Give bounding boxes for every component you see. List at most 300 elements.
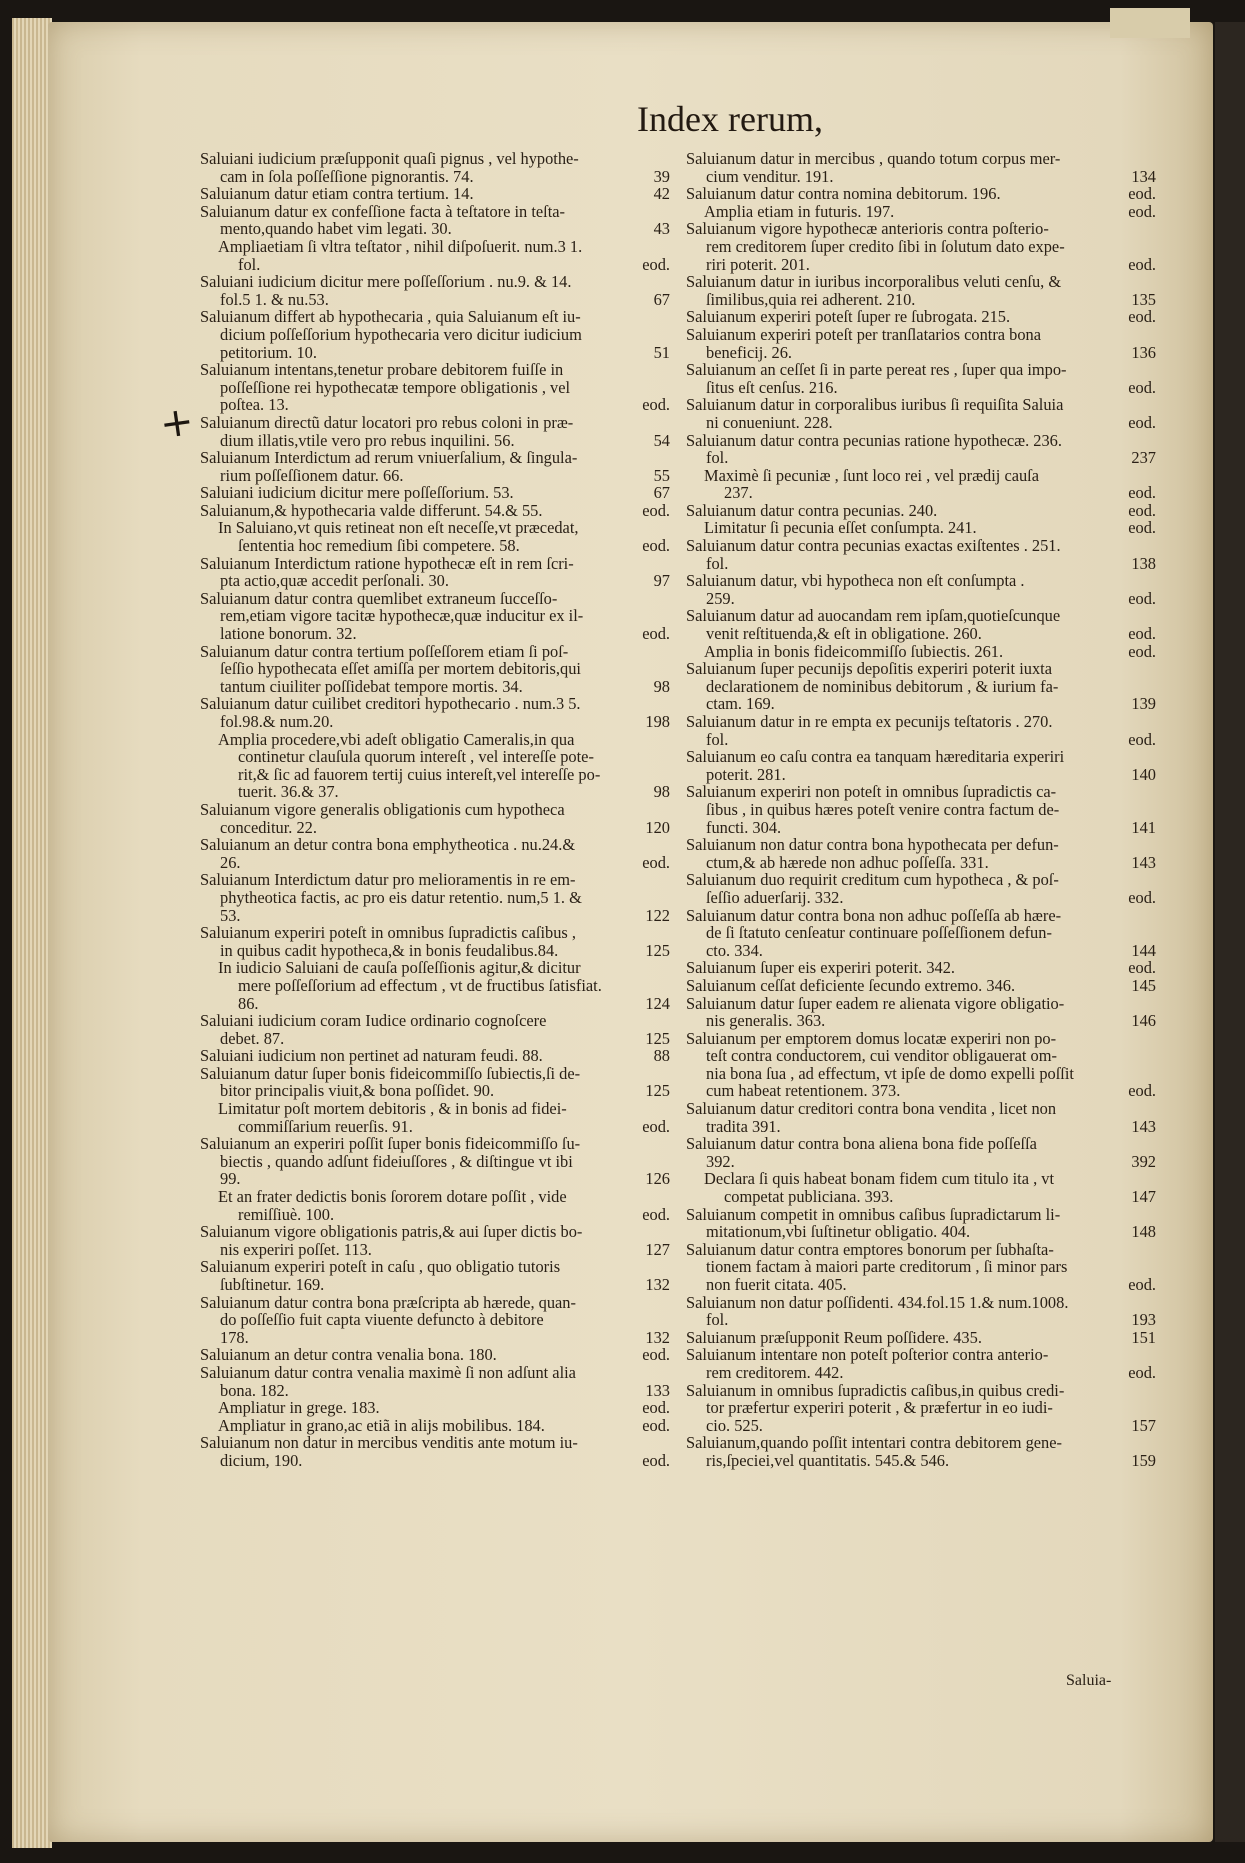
page-reference: eod. bbox=[1128, 1081, 1156, 1101]
index-entry-line: Ampliatur in grano,ac etiã in alijs mobilibus. 184. bbox=[218, 1415, 545, 1435]
index-entry-line: mitationum,vbi ſuſtinetur obligatio. 404. bbox=[706, 1222, 971, 1242]
index-entry bbox=[200, 519, 670, 554]
index-entry bbox=[200, 1065, 670, 1100]
index-entry-line: nis generalis. 363. bbox=[706, 1011, 826, 1031]
page-reference: 146 bbox=[1131, 1011, 1156, 1031]
index-entry-line: beneficij. 26. bbox=[706, 342, 793, 362]
index-entry-line: poſtea. 13. bbox=[220, 395, 289, 415]
page-reference: 144 bbox=[1131, 940, 1156, 960]
index-entry-line: Saluianum datur in re empta ex pecunijs teſtatoris . 270. bbox=[686, 712, 1053, 731]
index-entry-line: Saluianum experiri non poteſt in omnibus ſupradictis ca- bbox=[686, 782, 1057, 802]
index-entry-line: Saluianum vigore generalis obligationis cum hypotheca bbox=[200, 799, 565, 819]
index-entry-line: continetur clauſula quorum intereſt , vel intereſſe pote- bbox=[238, 747, 594, 767]
index-entry bbox=[200, 1012, 670, 1047]
index-entry-line: commiſſarium reuerſis. 91. bbox=[238, 1116, 413, 1136]
index-entry bbox=[686, 537, 1156, 572]
index-entry-line: Ampliatur in grege. 183. bbox=[218, 1398, 380, 1418]
index-entry-line: Saluianum an detur contra bona emphytheotica . nu.24.& bbox=[200, 835, 576, 855]
index-entry-line: cium venditur. 191. bbox=[706, 166, 834, 186]
page-reference: 139 bbox=[1131, 694, 1156, 714]
index-entry-line: Saluianum datur contra pecunias exactas exiſtentes . 251. bbox=[686, 536, 1061, 556]
index-entry bbox=[200, 203, 670, 238]
index-entry-line: Limitatur poſt mortem debitoris , & in bonis ad fidei- bbox=[218, 1099, 567, 1119]
index-entry-line: rium poſſeſſionem datur. 66. bbox=[220, 465, 404, 485]
page-reference: eod. bbox=[1128, 518, 1156, 538]
page-reference: 132 bbox=[645, 1327, 670, 1347]
index-entry-line: ſeſſio aduerſarij. 332. bbox=[706, 887, 844, 907]
index-entry-line: cum habeat retentionem. 373. bbox=[706, 1081, 901, 1101]
page-reference: eod. bbox=[1128, 307, 1156, 327]
index-entry-line: Saluianum differt ab hypothecaria , quia Saluianum eſt iu- bbox=[200, 307, 581, 327]
page-reference: 98 bbox=[653, 782, 670, 802]
index-entry bbox=[686, 326, 1156, 361]
page-tab bbox=[1110, 8, 1190, 38]
index-entry bbox=[200, 414, 670, 449]
index-entry-line: Saluianum in omnibus ſupradictis caſibus,in quibus credi- bbox=[686, 1380, 1065, 1400]
page-reference: 125 bbox=[645, 940, 670, 960]
page-reference: 125 bbox=[645, 1028, 670, 1048]
index-entry-line: Saluianum Interdictum datur pro melioramentis in re em- bbox=[200, 870, 576, 890]
index-entry-line: functi. 304. bbox=[706, 817, 782, 837]
page-reference: eod. bbox=[1128, 887, 1156, 907]
index-entry-line: Saluianum datur ſuper eadem re alienata vigore obligatio- bbox=[686, 993, 1065, 1013]
page-reference: 51 bbox=[653, 342, 670, 362]
index-entry bbox=[200, 185, 670, 203]
index-entry bbox=[686, 273, 1156, 308]
index-entry bbox=[200, 1188, 670, 1223]
page-reference: eod. bbox=[1128, 500, 1156, 520]
index-entry bbox=[200, 238, 670, 273]
index-entry-line: Saluianum non datur poſſidenti. 434.fol.15 1.& num.1008. bbox=[686, 1292, 1069, 1312]
index-entry bbox=[200, 361, 670, 414]
page-reference: eod. bbox=[642, 395, 670, 415]
index-entry-line: Ampliaetiam ſi vltra teſtator , nihil diſpoſuerit. num.3 1. bbox=[218, 236, 583, 256]
index-entry-line: tor præfertur experiri poterit , & præfertur in eo iudi- bbox=[706, 1398, 1053, 1418]
index-entry bbox=[686, 1135, 1156, 1170]
index-entry bbox=[200, 1223, 670, 1258]
index-entry-line: 259. bbox=[706, 588, 735, 608]
page-reference: 135 bbox=[1131, 289, 1156, 309]
index-entry bbox=[200, 555, 670, 590]
index-entry-line: 53. bbox=[220, 905, 241, 925]
index-entry-line: Saluianum non datur in mercibus venditis ante motum iu- bbox=[200, 1433, 578, 1453]
index-entry-line: Declara ſi quis habeat bonam fidem cum titulo ita , vt bbox=[704, 1169, 1055, 1189]
index-column-left bbox=[200, 150, 670, 1470]
index-entry bbox=[686, 977, 1156, 995]
index-entry-line: Saluianum intentare non poteſt poſterior contra anterio- bbox=[686, 1345, 1049, 1365]
index-entry bbox=[200, 731, 670, 801]
index-entry-line: Saluiani iudicium dicitur mere poſſeſſorium . nu.9. & 14. bbox=[200, 272, 572, 292]
index-entry bbox=[686, 220, 1156, 273]
index-entry-line: Saluianum datur contra bona aliena bona fide poſſeſſa bbox=[686, 1134, 1037, 1154]
page-reference: 125 bbox=[645, 1081, 670, 1101]
index-entry bbox=[686, 713, 1156, 748]
index-entry-line: tionem factam à maiori parte creditorum , ſi minor pars bbox=[706, 1257, 1068, 1277]
index-entry-line: Saluianum datur cuilibet creditori hypothecario . num.3 5. bbox=[200, 694, 581, 714]
page-reference: 39 bbox=[653, 166, 670, 186]
index-entry-line: Saluianum ceſſat deficiente ſecundo extremo. 346. bbox=[686, 975, 1016, 995]
index-entry-line: debet. 87. bbox=[220, 1028, 285, 1048]
index-entry-line: Saluianum datur, vbi hypotheca non eſt conſumpta . bbox=[686, 571, 1025, 591]
index-entry-line: remiſſiuè. 100. bbox=[238, 1204, 335, 1224]
page-reference: 138 bbox=[1131, 553, 1156, 573]
index-entry-line: dicium poſſeſſorium hypothecaria vero dicitur iudicium bbox=[220, 324, 582, 344]
index-entry bbox=[686, 1030, 1156, 1100]
index-entry-line: cam in ſola poſſeſſione pignorantis. 74. bbox=[220, 166, 474, 186]
index-entry bbox=[200, 308, 670, 361]
index-entry-line: in quibus cadit hypotheca,& in bonis feudalibus.84. bbox=[220, 940, 559, 960]
index-entry bbox=[200, 801, 670, 836]
index-entry-line: Saluiani iudicium præſupponit quaſi pignus , vel hypothe- bbox=[200, 149, 579, 168]
page-reference: 151 bbox=[1131, 1327, 1156, 1347]
index-entry-line: cio. 525. bbox=[706, 1415, 763, 1435]
index-entry-line: Saluianum experiri poteſt per tranſlatarios contra bona bbox=[686, 324, 1042, 344]
index-entry bbox=[200, 695, 670, 730]
index-entry-line: riri poterit. 201. bbox=[706, 254, 810, 274]
index-entry-line: In iudicio Saluiani de cauſa poſſeſſionis agitur,& dicitur bbox=[218, 958, 581, 978]
index-entry bbox=[686, 660, 1156, 713]
book-edge bbox=[12, 18, 52, 1848]
index-entry bbox=[200, 502, 670, 520]
index-entry-line: mento,quando habet vim legati. 30. bbox=[220, 219, 452, 239]
index-entry-line: nia bona ſua , ad effectum, vt ipſe de domo expelli poſſit bbox=[706, 1063, 1074, 1083]
page-reference: eod. bbox=[642, 624, 670, 644]
index-entry bbox=[200, 1399, 670, 1417]
index-entry bbox=[200, 1100, 670, 1135]
index-entry-line: fol. bbox=[706, 729, 729, 749]
index-entry bbox=[200, 1294, 670, 1347]
index-entry-line: bona. 182. bbox=[220, 1380, 289, 1400]
index-entry-line: cto. 334. bbox=[706, 940, 763, 960]
page-reference: 55 bbox=[653, 465, 670, 485]
index-entry-line: fol.5 1. & nu.53. bbox=[220, 289, 329, 309]
page-reference: eod. bbox=[1128, 201, 1156, 221]
index-entry bbox=[686, 1434, 1156, 1469]
index-entry-line: ſibus , in quibus hæres poteſt venire contra factum de- bbox=[706, 799, 1060, 819]
index-entry bbox=[686, 203, 1156, 221]
index-entry-line: petitorium. 10. bbox=[220, 342, 317, 362]
index-entry bbox=[686, 959, 1156, 977]
index-entry-line: rem creditorem. 442. bbox=[706, 1362, 844, 1382]
index-entry bbox=[686, 467, 1156, 502]
index-entry-line: Saluianum ſuper pecunijs depoſitis experiri poterit iuxta bbox=[686, 659, 1052, 679]
index-entry-line: do poſſeſſio fuit capta viuente defuncto à debitore bbox=[220, 1310, 544, 1330]
index-entry-line: Saluianum datur contra quemlibet extraneum ſucceſſo- bbox=[200, 588, 558, 608]
index-entry-line: Saluianum datur contra pecunias ratione hypothecæ. 236. bbox=[686, 430, 1062, 450]
index-entry bbox=[686, 907, 1156, 960]
page-reference: 127 bbox=[645, 1239, 670, 1259]
index-entry bbox=[686, 1100, 1156, 1135]
page-reference: eod. bbox=[642, 1450, 670, 1470]
index-entry-line: bitor principalis viuit,& bona poſſidet. 90. bbox=[220, 1081, 495, 1101]
index-entry bbox=[686, 1241, 1156, 1294]
index-entry-line: Saluianum an detur contra venalia bona. 180. bbox=[200, 1345, 497, 1365]
page-reference: 143 bbox=[1131, 1116, 1156, 1136]
index-entry bbox=[686, 1170, 1156, 1205]
index-entry-line: ſimilibus,quia rei adherent. 210. bbox=[706, 289, 916, 309]
index-entry-line: rit,& ſic ad fauorem tertij cuius intereſt,vel intereſſe po- bbox=[238, 764, 601, 784]
index-entry-line: poterit. 281. bbox=[706, 764, 786, 784]
index-entry bbox=[686, 396, 1156, 431]
index-entry-line: dium illatis,vtile vero pro rebus inquilini. 56. bbox=[220, 430, 515, 450]
index-entry-line: 26. bbox=[220, 852, 241, 872]
page-reference: eod. bbox=[1128, 412, 1156, 432]
index-entry-line: Saluianum,& hypothecaria valde differunt. 54.& 55. bbox=[200, 500, 543, 520]
index-entry-line: Saluianum Interdictum ratione hypothecæ eſt in rem ſcri- bbox=[200, 553, 574, 573]
index-entry-line: ſeſſio hypothecata eſſet amiſſa per mortem debitoris,qui bbox=[220, 659, 581, 679]
index-entry-line: non fuerit citata. 405. bbox=[706, 1275, 847, 1294]
page-reference: 134 bbox=[1131, 166, 1156, 186]
index-entry-line: Saluianum datur contra venalia maximè ſi non adſunt alia bbox=[200, 1362, 576, 1382]
page-reference: 97 bbox=[653, 571, 670, 591]
index-entry-line: ctam. 169. bbox=[706, 694, 775, 714]
page-reference: 193 bbox=[1131, 1310, 1156, 1330]
page-reference: 67 bbox=[653, 483, 670, 503]
index-entry bbox=[200, 484, 670, 502]
index-entry-line: Saluianum Interdictum ad rerum vniuerſalium, & ſingula- bbox=[200, 448, 578, 468]
index-entry bbox=[686, 185, 1156, 203]
page-reference: eod. bbox=[1128, 1275, 1156, 1294]
index-entry bbox=[200, 1346, 670, 1364]
index-entry-line: Saluianum datur in corporalibus iuribus ſi requiſita Saluia bbox=[686, 395, 1064, 415]
index-entry-line: teſt contra conductorem, cui venditor obligauerat om- bbox=[706, 1046, 1057, 1066]
index-entry-line: Maximè ſi pecuniæ , ſunt loco rei , vel prædij cauſa bbox=[704, 465, 1040, 485]
index-entry-line: Amplia etiam in futuris. 197. bbox=[704, 201, 895, 221]
page-reference: 42 bbox=[653, 184, 670, 204]
page-reference: 124 bbox=[645, 993, 670, 1013]
index-entry bbox=[200, 590, 670, 643]
index-entry bbox=[686, 1346, 1156, 1381]
index-entry bbox=[200, 1434, 670, 1469]
index-entry-line: Saluianum datur ſuper bonis fideicommiſſo ſubiectis,ſi de- bbox=[200, 1063, 581, 1083]
page-reference: 140 bbox=[1131, 764, 1156, 784]
index-entry-line: Saluianum datur ex confeſſione facta à teſtatore in teſta- bbox=[200, 201, 565, 221]
index-entry bbox=[686, 432, 1156, 467]
index-entry-line: Saluianum experiri poteſt ſuper re ſubrogata. 215. bbox=[686, 307, 1011, 327]
index-entry-line: Saluianum ſuper eis experiri poterit. 342. bbox=[686, 958, 956, 978]
page-reference: 198 bbox=[645, 712, 670, 731]
index-entry-line: tradita 391. bbox=[706, 1116, 781, 1136]
index-entry-line: In Saluiano,vt quis retineat non eſt neceſſe,vt præcedat, bbox=[218, 518, 579, 538]
index-entry bbox=[686, 748, 1156, 783]
index-entry-line: Saluiani iudicium coram Iudice ordinario cognoſcere bbox=[200, 1011, 547, 1031]
page-reference: 43 bbox=[653, 219, 670, 239]
index-entry-line: Amplia procedere,vbi adeſt obligatio Cameralis,in qua bbox=[218, 729, 575, 749]
page-reference: 54 bbox=[653, 430, 670, 450]
page-reference: eod. bbox=[1128, 624, 1156, 644]
index-entry-line: Saluianum an experiri poſſit ſuper bonis fideicommiſſo ſu- bbox=[200, 1134, 581, 1154]
page-reference: 148 bbox=[1131, 1222, 1156, 1242]
binding-strip bbox=[1215, 22, 1245, 1842]
index-entry bbox=[686, 572, 1156, 607]
index-entry bbox=[200, 1135, 670, 1188]
index-entry-line: Saluianum datur creditori contra bona vendita , licet non bbox=[686, 1099, 1057, 1119]
index-entry-line: ſubſtinetur. 169. bbox=[220, 1275, 325, 1294]
index-entry-line: Saluianum datur contra bona præſcripta ab hærede, quan- bbox=[200, 1292, 576, 1312]
index-entry-line: Saluiani iudicium dicitur mere poſſeſſorium. 53. bbox=[200, 483, 514, 503]
index-entry-line: Saluianum non datur contra bona hypothecata per defun- bbox=[686, 835, 1059, 855]
page-reference: 159 bbox=[1131, 1450, 1156, 1470]
index-entry-line: poſſeſſione rei hypothecatæ tempore obligationis , vel bbox=[220, 377, 571, 397]
index-entry-line: 392. bbox=[706, 1151, 735, 1171]
index-entry-line: de ſi ſtatuto cenſeatur continuare poſſeſſionem defun- bbox=[706, 923, 1052, 943]
catchword: Saluia- bbox=[1066, 1672, 1112, 1689]
margin-cross-mark: + bbox=[156, 397, 197, 449]
index-entry-line: Saluianum vigore hypothecæ anterioris contra poſterio- bbox=[686, 219, 1049, 239]
page-reference: 392 bbox=[1131, 1151, 1156, 1171]
page-reference: 126 bbox=[645, 1169, 670, 1189]
index-entry-line: biectis , quando adſunt fideiuſſores , & diſtingue vt ibi bbox=[220, 1151, 573, 1171]
page-reference: eod. bbox=[642, 1116, 670, 1136]
index-entry-line: latione bonorum. 32. bbox=[220, 624, 357, 644]
page-reference: 157 bbox=[1131, 1415, 1156, 1435]
index-entry-line: ſitus eſt cenſus. 216. bbox=[706, 377, 838, 397]
page-reference: eod. bbox=[642, 500, 670, 520]
index-entry-line: Saluianum intentans,tenetur probare debitorem fuiſſe in bbox=[200, 360, 564, 380]
index-entry bbox=[200, 871, 670, 924]
index-entry bbox=[686, 836, 1156, 871]
page-reference: 147 bbox=[1131, 1187, 1156, 1207]
index-entry bbox=[200, 1258, 670, 1293]
page-reference: eod. bbox=[642, 1398, 670, 1418]
index-entry bbox=[200, 1417, 670, 1435]
index-entry-line: fol. bbox=[706, 553, 729, 573]
index-entry-line: fol. bbox=[238, 254, 261, 274]
index-entry-line: Saluianum datur etiam contra tertium. 14. bbox=[200, 184, 474, 204]
index-entry bbox=[686, 871, 1156, 906]
index-entry-line: ſententia hoc remedium ſibi competere. 58. bbox=[238, 536, 520, 556]
index-entry bbox=[200, 150, 670, 185]
index-entry-line: Saluianum datur contra bona non adhuc poſſeſſa ab hære- bbox=[686, 905, 1062, 925]
index-entry-line: Saluianum experiri poteſt in omnibus ſupradictis caſibus , bbox=[200, 923, 577, 943]
page-reference: 67 bbox=[653, 289, 670, 309]
page-reference: 237 bbox=[1131, 448, 1156, 468]
page-reference: 122 bbox=[645, 905, 670, 925]
index-entry-line: Saluiani iudicium non pertinet ad naturam feudi. 88. bbox=[200, 1046, 543, 1066]
index-entry bbox=[686, 502, 1156, 520]
page-reference: eod. bbox=[1128, 641, 1156, 661]
index-entry-line: Saluianum datur contra emptores bonorum per ſubhaſta- bbox=[686, 1239, 1054, 1259]
index-entry-line: Saluianum eo caſu contra ea tanquam hæreditaria experiri bbox=[686, 747, 1065, 767]
page-reference: 133 bbox=[645, 1380, 670, 1400]
page-reference: 98 bbox=[653, 676, 670, 696]
index-entry-line: rem,etiam vigore tacitæ hypothecæ,quæ inducitur ex il- bbox=[220, 606, 584, 626]
index-entry bbox=[200, 449, 670, 484]
page-reference: eod. bbox=[642, 1415, 670, 1435]
page-reference: eod. bbox=[642, 254, 670, 274]
page-reference: eod. bbox=[1128, 483, 1156, 503]
index-entry-line: fol. bbox=[706, 448, 729, 468]
index-entry bbox=[686, 308, 1156, 326]
index-entry bbox=[686, 643, 1156, 661]
index-entry-line: Saluianum an ceſſet ſi in parte pereat res , ſuper qua impo- bbox=[686, 360, 1067, 380]
index-entry bbox=[200, 273, 670, 308]
index-entry bbox=[686, 607, 1156, 642]
index-entry-line: Saluianum vigore obligationis patris,& aui ſuper dictis bo- bbox=[200, 1222, 583, 1242]
index-entry bbox=[686, 1382, 1156, 1435]
index-entry-line: Saluianum datur ad auocandam rem ipſam,quotieſcunque bbox=[686, 606, 1061, 626]
index-entry-line: conceditur. 22. bbox=[220, 817, 317, 837]
index-entry bbox=[200, 1047, 670, 1065]
index-entry-line: tantum ciuiliter poſſidebat tempore mortis. 34. bbox=[220, 676, 523, 696]
index-entry-line: venit reſtituenda,& eſt in obligatione. 260. bbox=[706, 624, 982, 644]
index-entry bbox=[686, 783, 1156, 836]
page-reference: eod. bbox=[642, 1345, 670, 1365]
index-entry-line: 178. bbox=[220, 1327, 249, 1347]
index-entry-line: ni conueniunt. 228. bbox=[706, 412, 833, 432]
index-entry-line: rem creditorem ſuper credito ſibi in ſolutum dato expe- bbox=[706, 236, 1065, 256]
index-entry-line: 86. bbox=[238, 993, 259, 1013]
page-reference: eod. bbox=[1128, 588, 1156, 608]
index-entry-line: Saluianum,quando poſſit intentari contra debitorem gene- bbox=[686, 1433, 1062, 1453]
index-entry-line: dicium, 190. bbox=[220, 1450, 303, 1470]
index-entry bbox=[200, 1364, 670, 1399]
page-reference: eod. bbox=[642, 536, 670, 556]
index-entry bbox=[686, 995, 1156, 1030]
page-reference: eod. bbox=[642, 852, 670, 872]
index-entry-line: Saluianum datur in mercibus , quando totum corpus mer- bbox=[686, 149, 1061, 168]
index-entry-line: Saluianum datur contra nomina debitorum. 196. bbox=[686, 184, 1001, 204]
page-reference: 141 bbox=[1131, 817, 1156, 837]
index-entry-line: Et an frater dedictis bonis ſororem dotare poſſit , vide bbox=[218, 1187, 567, 1207]
index-entry-line: Saluianum experiri poteſt in caſu , quo obligatio tutoris bbox=[200, 1257, 561, 1277]
index-entry-line: Saluianum datur contra tertium poſſeſſorem etiam ſi poſ- bbox=[200, 641, 569, 661]
index-entry bbox=[686, 361, 1156, 396]
index-entry bbox=[200, 836, 670, 871]
index-entry-line: competat publiciana. 393. bbox=[724, 1187, 894, 1207]
page-reference: eod. bbox=[1128, 1362, 1156, 1382]
index-entry bbox=[686, 519, 1156, 537]
page-reference: eod. bbox=[1128, 958, 1156, 978]
index-entry-line: Saluianum directũ datur locatori pro rebus coloni in præ- bbox=[200, 412, 574, 432]
index-entry bbox=[200, 959, 670, 1012]
index-entry-line: Saluianum competit in omnibus caſibus ſupradictarum li- bbox=[686, 1204, 1061, 1224]
index-entry-line: Amplia in bonis fideicommiſſo ſubiectis. 261. bbox=[704, 641, 1004, 661]
index-entry-line: 237. bbox=[724, 483, 753, 503]
page-reference: 132 bbox=[645, 1275, 670, 1294]
page-reference: eod. bbox=[1128, 377, 1156, 397]
index-entry bbox=[686, 1206, 1156, 1241]
index-entry-line: nis experiri poſſet. 113. bbox=[220, 1239, 372, 1259]
index-entry-line: Saluianum duo requirit creditum cum hypotheca , & poſ- bbox=[686, 870, 1059, 890]
index-entry-line: Saluianum datur in iuribus incorporalibus veluti cenſu, & bbox=[686, 272, 1062, 292]
index-entry bbox=[686, 150, 1156, 185]
index-entry-line: Saluianum præſupponit Reum poſſidere. 435. bbox=[686, 1327, 982, 1347]
index-entry bbox=[200, 924, 670, 959]
page-reference: 145 bbox=[1131, 975, 1156, 995]
index-entry-line: phytheotica factis, ac pro eis datur retentio. num,5 1. & bbox=[220, 887, 582, 907]
page-reference: eod. bbox=[642, 1204, 670, 1224]
index-entry-line: ris,ſpeciei,vel quantitatis. 545.& 546. bbox=[706, 1450, 950, 1470]
index-entry bbox=[200, 643, 670, 696]
page-title: Index rerum, bbox=[637, 99, 823, 139]
index-entry-line: 99. bbox=[220, 1169, 241, 1189]
page-reference: eod. bbox=[1128, 729, 1156, 749]
index-entry-line: pta actio,quæ accedit perſonali. 30. bbox=[220, 571, 449, 591]
page-reference: 88 bbox=[653, 1046, 670, 1066]
index-entry-line: tuerit. 36.& 37. bbox=[238, 782, 339, 802]
index-entry-line: fol. bbox=[706, 1310, 729, 1330]
page-reference: eod. bbox=[1128, 254, 1156, 274]
page-reference: 136 bbox=[1131, 342, 1156, 362]
index-column-right bbox=[686, 150, 1156, 1470]
page-reference: 120 bbox=[645, 817, 670, 837]
index-entry-line: Saluianum datur contra pecunias. 240. bbox=[686, 500, 938, 520]
index-entry-line: Limitatur ſi pecunia eſſet conſumpta. 241. bbox=[704, 518, 977, 538]
index-entry-line: mere poſſeſſorium ad effectum , vt de fructibus ſatisfiat. bbox=[238, 975, 602, 995]
index-entry bbox=[686, 1329, 1156, 1347]
page-reference: 143 bbox=[1131, 852, 1156, 872]
